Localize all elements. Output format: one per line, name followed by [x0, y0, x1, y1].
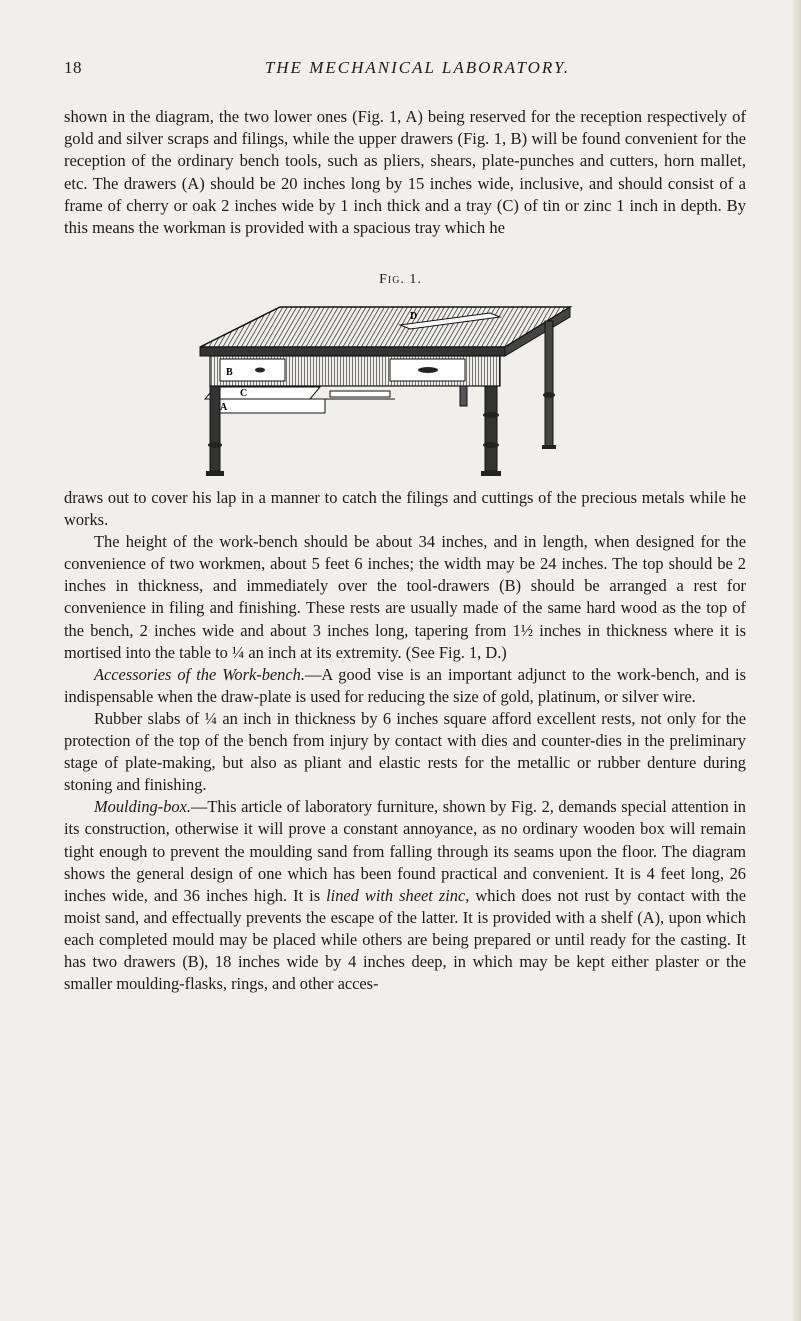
letter-c: C	[240, 388, 248, 399]
figure-label: Fig. 1.	[379, 272, 422, 287]
accessories-paragraph	[64, 664, 746, 708]
letter-a: A	[220, 402, 228, 413]
drawer-a	[215, 399, 325, 413]
moulding-text-b: which does not rust by contact with the moist sand, and effectually prevents the escape of the latter. It is provided with a shelf (A), upon which each completed mould may be placed while others are being prepared or until ready for the casting. It has two drawers (B), 18 inches wide by 4 inches deep, in which may be kept either plaster or the smaller moulding-flasks, rings, and other acces-	[64, 885, 746, 994]
page-edge	[793, 0, 801, 1321]
moulding-heading: Moulding-box.	[94, 797, 191, 817]
accessories-heading: Accessories of the Work-bench.	[94, 664, 305, 684]
letter-d: D	[410, 311, 418, 322]
paragraph-text: shown in the diagram, the two lower ones (Fig. 1, A) being reserved for the reception respectively of gold and silver scraps and filings, while the upper drawers (Fig. 1, B) will be found convenient for the reception of the ordinary bench tools, such as pliers, shears, plate-punches and cutters, horn mallet, etc. The drawers (A) should be 20 inches long by 15 inches wide, inclusive, and should consist of a frame of cherry or oak 2 inches wide by 1 inch thick and a tray (C) of tin or zinc 1 inch in depth. By this means the workman is provided with a spacious tray which he	[64, 107, 746, 238]
leg-front-left	[210, 386, 220, 471]
paragraph-block	[64, 487, 746, 995]
paragraph-text: Rubber slabs of ¼ an inch in thickness by 6 inches square afford excellent rests, not only for the protection of the top of the bench from injury by contact with dies and counter-dies in the preliminary stage of plate-making, but also as pliant and elastic rests for the metallic or rubber denture during stoning and finishing.	[64, 708, 746, 795]
moulding-lined: lined with sheet zinc,	[326, 885, 470, 905]
leg-front-right	[485, 386, 497, 471]
letter-b: B	[226, 367, 233, 378]
leg-back-right	[545, 321, 553, 446]
moulding-text-a: —This article of laboratory furniture, shown by Fig. 2, demands special attention in its construction, otherwise it will prove a constant annoyance, as no ordinary wooden box will remain tight enough to prevent the moulding sand from falling through its seams upon the floor. The diagram shows the general design of one which has been found practical and convenient. It is 4 feet long, 26 inches wide, and 36 inches high. It is	[64, 797, 746, 905]
page-header	[64, 58, 771, 82]
page-number: 18	[64, 58, 82, 77]
paragraph-text: draws out to cover his lap in a manner to catch the filings and cuttings of the precious metals while he works.	[64, 488, 746, 530]
tray-c	[205, 387, 320, 399]
running-title: THE MECHANICAL LABORATORY.	[264, 58, 571, 77]
accessories-text: —A good vise is an important adjunct to the work-bench, and is indispensable when the draw-plate is used for reducing the size of gold, platinum, or silver wire.	[64, 664, 746, 706]
leg-back-left	[460, 386, 467, 406]
bench-top-edge	[200, 347, 505, 356]
paragraph-top	[64, 106, 746, 239]
paragraph-text: The height of the work-bench should be about 34 inches, and in length, when designed for the convenience of two workmen, about 5 feet 6 inches; the width may be 24 inches. The top should be 2 inches in thickness, and immediately over the tool-drawers (B) should be arranged a rest for convenience in filing and finishing. These rests are usually made of the same hard wood as the top of the bench, 2 inches wide and about 3 inches long, tapering from 1½ inches in thickness where it is mortised into the table to ¼ an inch at its extremity. (See Fig. 1, D.)	[64, 532, 746, 662]
moulding-paragraph	[64, 796, 746, 995]
workbench-illustration	[160, 295, 590, 480]
